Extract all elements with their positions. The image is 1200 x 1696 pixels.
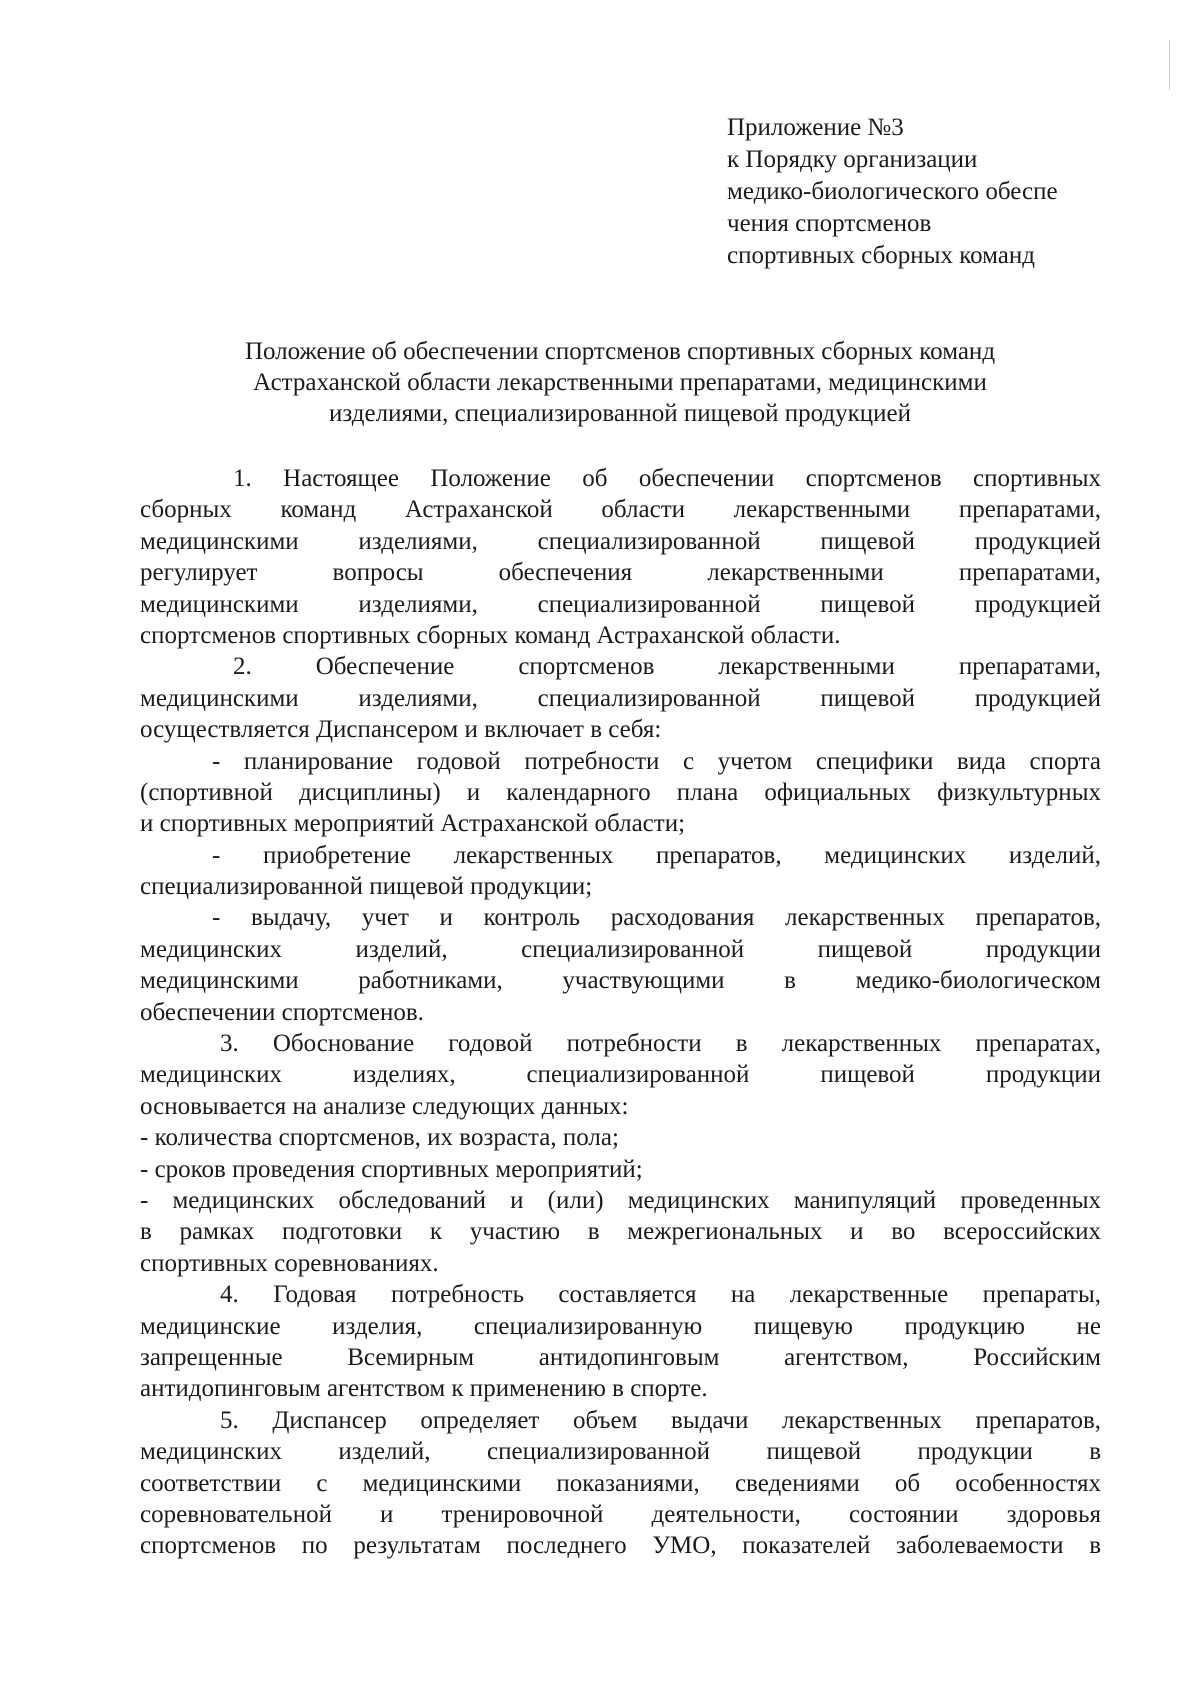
title-line: Положение об обеспечении спортсменов спортивных сборных команд [244,338,996,365]
body-line: спортивных соревнованиях. [140,1249,439,1277]
body-line: соответствии с медицинскими показаниями, сведениями об особенностях [140,1469,1101,1497]
body-line: сборных команд Астраханской области лекарственными препаратами, [140,496,1101,524]
body-line: 4. Годовая потребность составляется на лекарственные препараты, [220,1281,1101,1309]
body-line: - планирование годовой потребности с учетом специфики вида спорта [212,747,1101,775]
appendix-line: спортивных сборных команд [727,242,1035,269]
scan-artifact [1169,40,1170,90]
body-line: в рамках подготовки к участию в межрегиональных и во всероссийских [140,1218,1101,1246]
appendix-line: медико-биологического обеспе [727,178,1058,205]
body-line: соревновательной и тренировочной деятельности, состоянии здоровья [140,1500,1101,1528]
body-line: медицинскими изделиями, специализированной пищевой продукцией [140,527,1101,555]
body-line: - количества спортсменов, их возраста, пола; [140,1124,619,1152]
body-line: запрещенные Всемирным антидопинговым агентством, Российским [140,1343,1101,1371]
appendix-line: Приложение №3 [727,114,904,141]
body-line: 1. Настоящее Положение об обеспечении спортсменов спортивных [233,465,1101,492]
body-line: 2. Обеспечение спортсменов лекарственными препаратами, [233,653,1101,681]
body-line: - приобретение лекарственных препаратов, медицинских изделий, [212,841,1101,869]
body-line: медицинскими изделиями, специализированной пищевой продукцией [140,590,1101,618]
body-line: медицинских изделий, специализированной пищевой продукции [140,935,1101,963]
body-line: осуществляется Диспансером и включает в себя: [140,716,662,744]
body-line: регулирует вопросы обеспечения лекарственными препаратами, [140,559,1101,587]
body-line: 3. Обоснование годовой потребности в лекарственных препаратах, [220,1030,1101,1058]
body-line: специализированной пищевой продукции; [140,873,593,901]
body-line: и спортивных мероприятий Астраханской области; [140,810,686,838]
body-line: основывается на анализе следующих данных: [140,1092,629,1120]
body-line: медицинскими работниками, участвующими в медико-биологическом [140,967,1101,995]
body-line: обеспечении спортсменов. [140,998,424,1026]
body-line: - сроков проведения спортивных мероприятий; [140,1155,643,1183]
appendix-line: чения спортсменов [727,210,932,237]
appendix-header [727,112,1058,272]
appendix-line: к Порядку организации [727,146,978,173]
body-line: (спортивной дисциплины) и календарного плана официальных физкультурных [140,778,1101,806]
body-line: антидопинговым агентством к применению в спорте. [140,1375,708,1403]
body-line: медицинских изделиях, специализированной пищевой продукции [140,1061,1101,1089]
document-title [140,336,1100,429]
title-line: Астраханской области лекарственными препаратами, медицинскими [253,369,987,396]
body-line: медицинских изделий, специализированной пищевой продукции в [140,1438,1101,1466]
body-line: спортсменов спортивных сборных команд Астраханской области. [140,621,841,649]
body-line: медицинскими изделиями, специализированной пищевой продукцией [140,684,1101,712]
document-body [140,463,1101,1562]
body-line: - выдачу, учет и контроль расходования лекарственных препаратов, [212,904,1101,932]
body-line: - медицинских обследований и (или) медицинских манипуляций проведенных [140,1186,1101,1214]
body-line: 5. Диспансер определяет объем выдачи лекарственных препаратов, [220,1406,1101,1434]
body-line: спортсменов по результатам последнего УМО, показателей заболеваемости в [140,1532,1101,1560]
title-line: изделиями, специализированной пищевой продукцией [328,400,911,427]
body-line: медицинские изделия, специализированную пищевую продукцию не [140,1312,1101,1340]
